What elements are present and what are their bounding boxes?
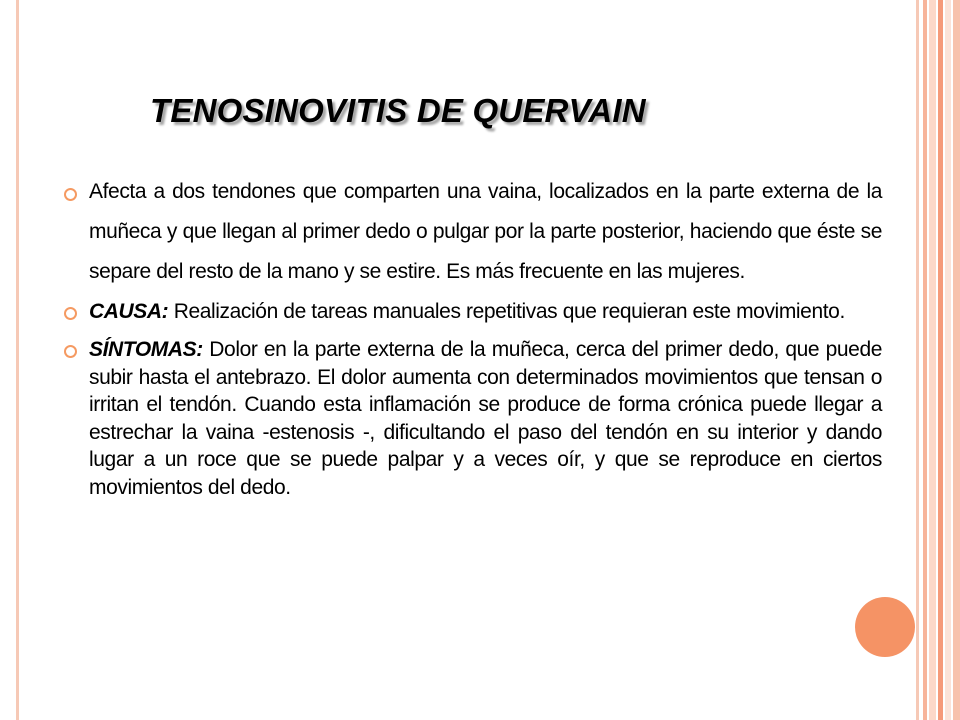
bullet-circle-icon	[64, 188, 77, 201]
stripe	[945, 0, 951, 720]
decorative-circle	[855, 597, 915, 657]
stripe	[938, 0, 943, 720]
slide-title: TENOSINOVITIS DE QUERVAIN	[150, 92, 646, 129]
bullet-label: CAUSA:	[89, 300, 169, 323]
bullet-item	[62, 298, 882, 325]
bullet-item	[62, 172, 882, 292]
stripe	[929, 0, 936, 720]
bullet-list	[62, 172, 882, 501]
stripe	[953, 0, 960, 720]
stripe	[923, 0, 927, 720]
bullet-text: Realización de tareas manuales repetitivas que requieran este movimiento.	[168, 300, 845, 323]
bullet-circle-icon	[64, 345, 77, 358]
bullet-item	[62, 336, 882, 501]
decorative-side-stripes	[923, 0, 960, 720]
bullet-text: Dolor en la parte externa de la muñeca, cerca del primer dedo, que puede subir hasta el antebrazo. El dolor aumenta con determinados movimientos que tensan o irritan el tendón. Cuando esta inflamación se produce de forma crónica puede llegar a estrechar la vaina -estenosis -, dificultando el paso del tendón en su interior y dando lugar a un roce que se puede palpar y a veces oír, y que se reproduce en ciertos movimientos del dedo.	[89, 338, 882, 499]
bullet-label: SÍNTOMAS:	[89, 338, 203, 361]
bullet-circle-icon	[64, 307, 77, 320]
bullet-text: Afecta a dos tendones que comparten una vaina, localizados en la parte externa de la muñeca y que llegan al primer dedo o pulgar por la parte posterior, haciendo que éste se separe del resto de la mano y se estire. Es más frecuente en las mujeres.	[89, 180, 882, 283]
